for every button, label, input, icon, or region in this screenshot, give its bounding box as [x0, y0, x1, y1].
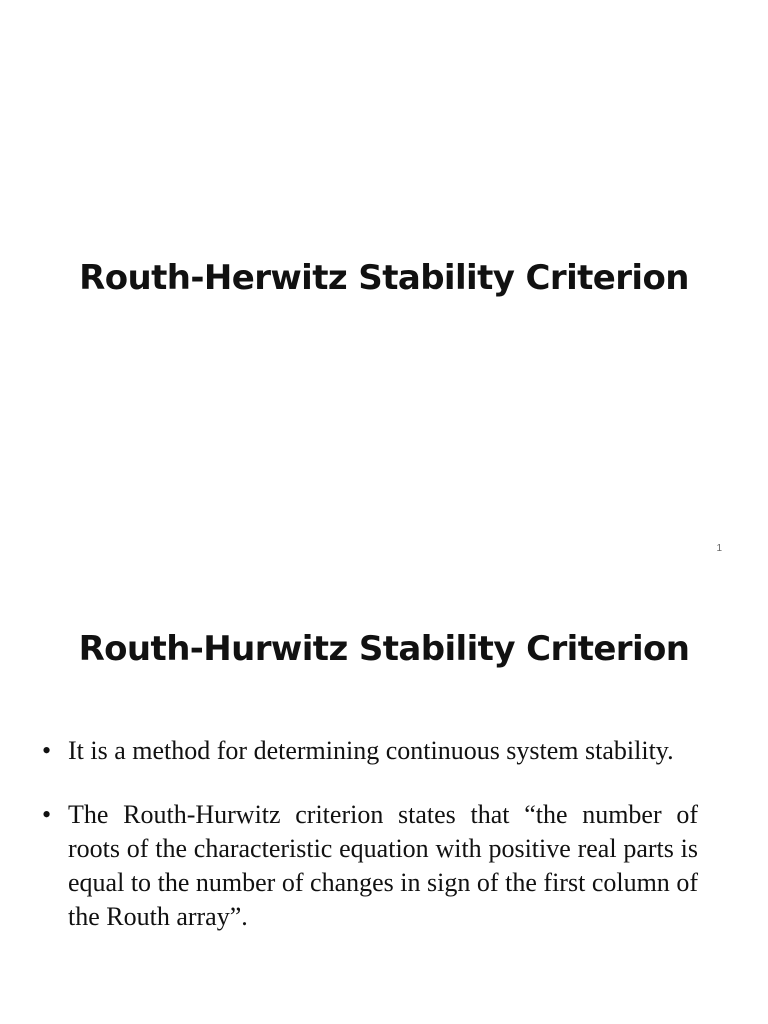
bullet-item: [42, 798, 698, 934]
bullet-text: The Routh-Hurwitz criterion states that “the number of roots of the characteristic equation with positive real parts is equal to the number of changes in sign of the first column of the Routh array”.: [68, 800, 698, 931]
slide-1-title: Routh-Herwitz Stability Criterion: [79, 258, 689, 298]
slide-2: [0, 576, 768, 1024]
bullet-list: [42, 734, 698, 964]
page-number: 1: [716, 543, 722, 554]
bullet-dot-icon: •: [42, 736, 52, 765]
bullet-text: It is a method for determining continuous system stability.: [68, 736, 674, 765]
bullet-dot-icon: •: [42, 800, 52, 829]
slide-2-title: Routh-Hurwitz Stability Criterion: [78, 629, 690, 669]
bullet-item: [42, 734, 698, 768]
